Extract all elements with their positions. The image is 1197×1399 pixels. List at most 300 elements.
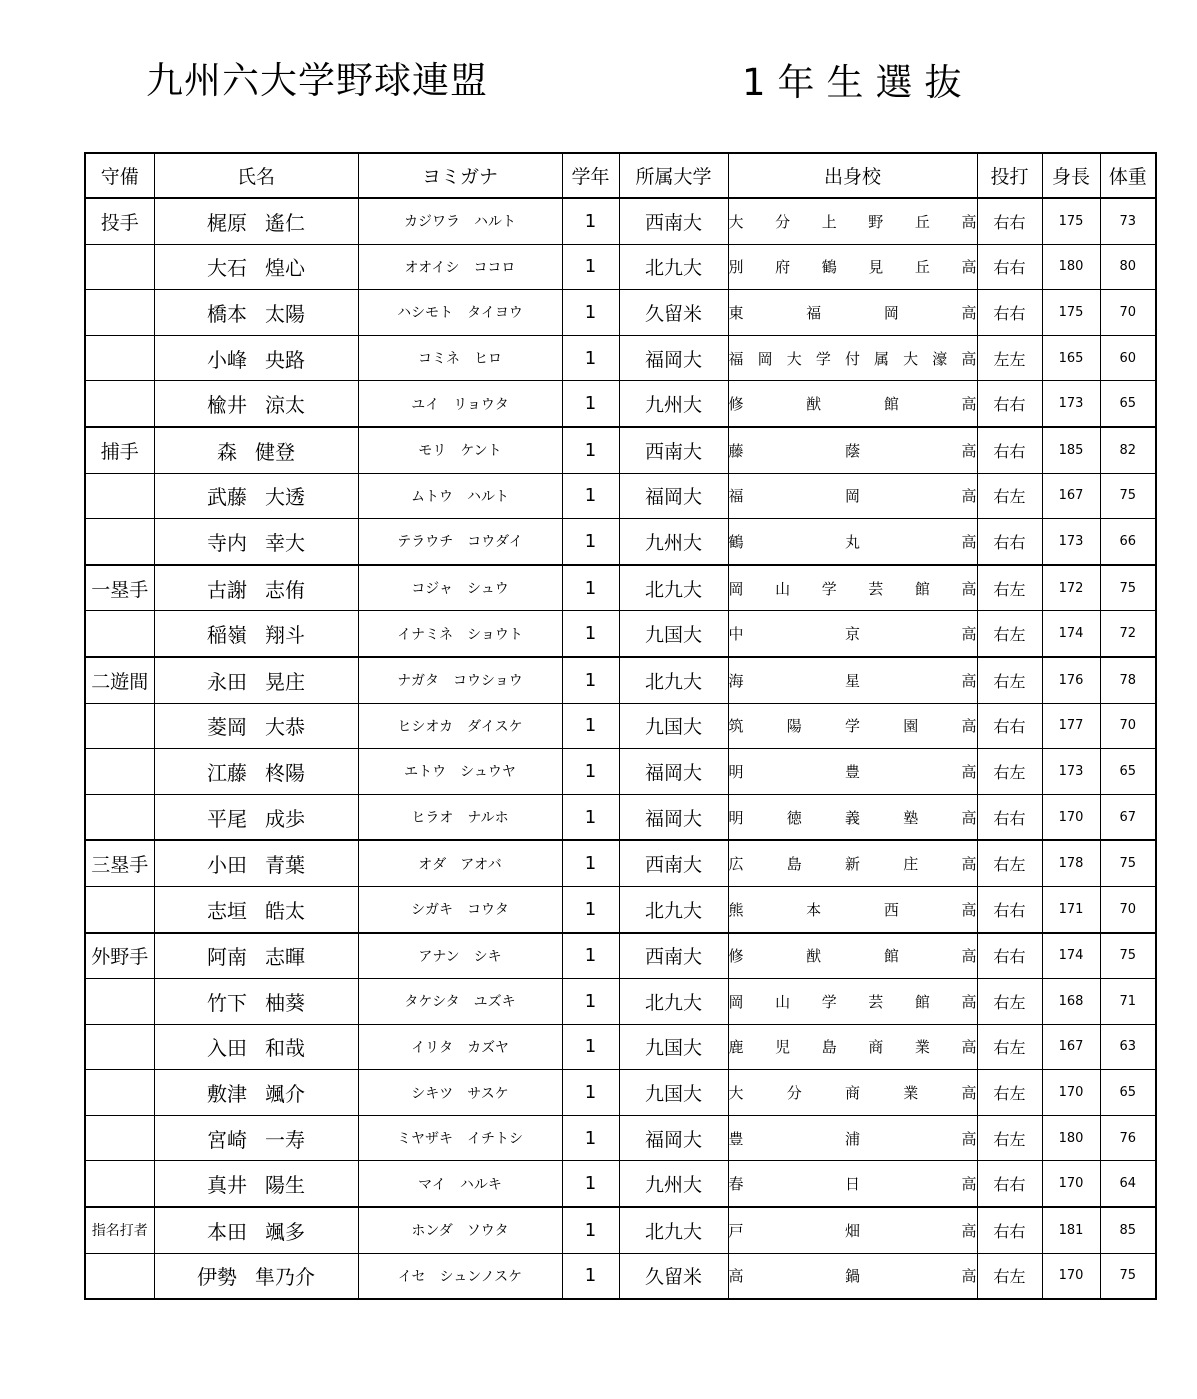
- table-row: [85, 519, 1156, 565]
- given-name: 志侑: [265, 577, 305, 602]
- school-cell: [728, 979, 977, 1025]
- school-char: 高: [961, 258, 977, 277]
- kana-cell: [358, 1253, 562, 1299]
- family-kana: アナン: [418, 948, 460, 965]
- page-subtitle: 1年生選抜: [742, 61, 974, 104]
- school-char: 島: [821, 1038, 837, 1057]
- family-kana: オオイシ: [404, 259, 460, 276]
- weight-cell: 75: [1100, 840, 1156, 886]
- table-row: [85, 886, 1156, 932]
- bats-throws-cell: 右右: [977, 1161, 1042, 1207]
- given-kana: シュンノスケ: [439, 1268, 523, 1285]
- school-char: 新: [844, 855, 860, 874]
- school-char: 高: [961, 212, 977, 231]
- school-char: 岡: [883, 303, 899, 322]
- player-name-cell: [154, 1070, 358, 1116]
- bats-throws-cell: 右右: [977, 933, 1042, 979]
- height-cell: 165: [1042, 335, 1100, 381]
- player-name-cell: [154, 840, 358, 886]
- kana-cell: [358, 519, 562, 565]
- bats-throws-cell: 右左: [977, 657, 1042, 703]
- school-cell: [728, 840, 977, 886]
- kana-cell: [358, 979, 562, 1025]
- position-cell: [85, 1253, 154, 1299]
- given-kana: ココロ: [473, 259, 516, 276]
- bats-throws-cell: 右左: [977, 1253, 1042, 1299]
- family-name: 大石: [207, 256, 247, 281]
- given-kana: ソウタ: [466, 1223, 509, 1240]
- school-char: 東: [728, 303, 744, 322]
- weight-cell: 76: [1100, 1115, 1156, 1161]
- school-char: 海: [728, 671, 744, 690]
- school-char: 付: [844, 349, 860, 368]
- family-kana: イセ: [397, 1268, 426, 1285]
- school-char: 鍋: [844, 1267, 860, 1286]
- family-kana: ユイ: [411, 396, 440, 413]
- bats-throws-cell: 右右: [977, 198, 1042, 244]
- kana-cell: [358, 427, 562, 473]
- school-char: 福: [806, 303, 822, 322]
- height-cell: 181: [1042, 1207, 1100, 1253]
- weight-cell: 70: [1100, 290, 1156, 336]
- player-name-cell: [154, 1161, 358, 1207]
- school-char: 大: [728, 1084, 744, 1103]
- table-row: [85, 381, 1156, 427]
- school-char: 春: [728, 1175, 744, 1194]
- given-name: 晃庄: [265, 669, 305, 694]
- family-name: 宮崎: [207, 1127, 247, 1152]
- position-cell: 投手: [85, 198, 154, 244]
- given-name: 和哉: [265, 1036, 305, 1061]
- school-char: 館: [914, 992, 930, 1011]
- family-kana: ナガタ: [397, 673, 439, 690]
- weight-cell: 71: [1100, 979, 1156, 1025]
- given-name: 涼太: [265, 393, 305, 418]
- university-cell: 西南大: [619, 933, 728, 979]
- school-char: 高: [961, 717, 977, 736]
- bats-throws-cell: 右左: [977, 1070, 1042, 1116]
- table-row: [85, 244, 1156, 290]
- position-cell: 指名打者: [85, 1207, 154, 1253]
- position-cell: [85, 979, 154, 1025]
- school-char: 星: [844, 671, 860, 690]
- school-char: 高: [961, 441, 977, 460]
- given-kana: アオバ: [460, 856, 502, 873]
- height-cell: 168: [1042, 979, 1100, 1025]
- kana-cell: [358, 794, 562, 840]
- bats-throws-cell: 右右: [977, 886, 1042, 932]
- school-cell: [728, 1161, 977, 1207]
- family-kana: マイ: [418, 1176, 446, 1193]
- school-char: 修: [728, 395, 744, 414]
- bats-throws-cell: 右右: [977, 381, 1042, 427]
- school-char: 見: [868, 258, 884, 277]
- kana-cell: [358, 1070, 562, 1116]
- school-cell: [728, 749, 977, 795]
- family-kana: コジャ: [411, 581, 453, 598]
- weight-cell: 65: [1100, 1070, 1156, 1116]
- height-cell: 170: [1042, 1253, 1100, 1299]
- school-cell: [728, 473, 977, 519]
- col-header-school: 出身校: [728, 153, 977, 198]
- given-kana: コウダイ: [467, 534, 523, 551]
- school-char: 別: [728, 258, 744, 277]
- school-char: 広: [728, 855, 744, 874]
- given-name: 太陽: [265, 301, 305, 326]
- family-kana: イリタ: [411, 1039, 454, 1056]
- school-char: 塾: [903, 808, 919, 827]
- family-kana: タケシタ: [404, 994, 460, 1011]
- school-char: 大: [786, 349, 802, 368]
- school-cell: [728, 611, 977, 657]
- weight-cell: 65: [1100, 749, 1156, 795]
- given-kana: ハルト: [474, 214, 516, 231]
- school-char: 浦: [844, 1129, 860, 1148]
- kana-cell: [358, 1115, 562, 1161]
- given-name: 幸大: [265, 530, 305, 555]
- school-char: 戸: [728, 1221, 744, 1240]
- school-char: 筑: [728, 717, 744, 736]
- given-name: 柊陽: [265, 760, 305, 785]
- grade-cell: 1: [562, 244, 619, 290]
- university-cell: 福岡大: [619, 473, 728, 519]
- school-char: 高: [961, 303, 977, 322]
- school-char: 学: [821, 579, 837, 598]
- bats-throws-cell: 右左: [977, 565, 1042, 611]
- school-char: 岡: [757, 349, 773, 368]
- given-name: 一寿: [265, 1127, 305, 1152]
- kana-cell: [358, 335, 562, 381]
- player-name-cell: [154, 1115, 358, 1161]
- grade-cell: 1: [562, 1253, 619, 1299]
- given-kana: ショウト: [467, 626, 523, 643]
- university-cell: 西南大: [619, 198, 728, 244]
- school-char: 児: [775, 1038, 791, 1057]
- table-row: [85, 749, 1156, 795]
- kana-cell: [358, 290, 562, 336]
- grade-cell: 1: [562, 840, 619, 886]
- school-char: 高: [961, 671, 977, 690]
- position-cell: 捕手: [85, 427, 154, 473]
- position-cell: [85, 886, 154, 932]
- given-kana: ヒロ: [474, 351, 502, 368]
- height-cell: 180: [1042, 244, 1100, 290]
- position-cell: 二遊間: [85, 657, 154, 703]
- school-char: 京: [844, 625, 860, 644]
- school-char: 庄: [903, 855, 919, 874]
- school-char: 鶴: [821, 258, 837, 277]
- school-char: 中: [728, 625, 744, 644]
- school-cell: [728, 703, 977, 749]
- school-char: 館: [883, 947, 899, 966]
- player-name-cell: [154, 933, 358, 979]
- player-name-cell: [154, 979, 358, 1025]
- school-char: 芸: [868, 992, 884, 1011]
- player-name-cell: [154, 749, 358, 795]
- col-header-weight: 体重: [1100, 153, 1156, 198]
- height-cell: 173: [1042, 519, 1100, 565]
- school-char: 館: [883, 395, 899, 414]
- school-char: 鶴: [728, 532, 744, 551]
- player-name-cell: [154, 519, 358, 565]
- family-name: 伊勢: [197, 1265, 237, 1290]
- school-cell: [728, 290, 977, 336]
- school-char: 芸: [868, 579, 884, 598]
- school-char: 濠: [932, 349, 948, 368]
- school-char: 上: [821, 212, 837, 231]
- height-cell: 171: [1042, 886, 1100, 932]
- grade-cell: 1: [562, 519, 619, 565]
- player-name-cell: [154, 1207, 358, 1253]
- col-header-bats-throws: 投打: [977, 153, 1042, 198]
- given-name: 成歩: [265, 806, 305, 831]
- school-char: 高: [961, 808, 977, 827]
- kana-cell: [358, 703, 562, 749]
- position-cell: 外野手: [85, 933, 154, 979]
- school-cell: [728, 1024, 977, 1070]
- university-cell: 九州大: [619, 519, 728, 565]
- height-cell: 177: [1042, 703, 1100, 749]
- school-char: 丘: [914, 258, 930, 277]
- family-kana: ムトウ: [411, 488, 453, 505]
- given-name: 央路: [265, 347, 305, 372]
- university-cell: 九国大: [619, 703, 728, 749]
- height-cell: 174: [1042, 933, 1100, 979]
- school-cell: [728, 1115, 977, 1161]
- given-name: 大透: [265, 485, 305, 510]
- grade-cell: 1: [562, 886, 619, 932]
- university-cell: 九国大: [619, 1070, 728, 1116]
- university-cell: 北九大: [619, 886, 728, 932]
- position-cell: [85, 703, 154, 749]
- height-cell: 176: [1042, 657, 1100, 703]
- table-row: [85, 703, 1156, 749]
- player-name-cell: [154, 335, 358, 381]
- school-cell: [728, 933, 977, 979]
- school-char: 高: [961, 1267, 977, 1286]
- family-name: 本田: [207, 1219, 247, 1244]
- university-cell: 西南大: [619, 427, 728, 473]
- school-char: 豊: [844, 762, 860, 781]
- given-name: 颯多: [265, 1219, 305, 1244]
- given-kana: シュウヤ: [460, 764, 516, 781]
- family-kana: オダ: [418, 856, 447, 873]
- university-cell: 北九大: [619, 1207, 728, 1253]
- kana-cell: [358, 611, 562, 657]
- table-row: [85, 335, 1156, 381]
- university-cell: 北九大: [619, 657, 728, 703]
- school-char: 猷: [806, 947, 822, 966]
- school-cell: [728, 244, 977, 290]
- family-name: 森: [217, 439, 237, 464]
- player-name-cell: [154, 244, 358, 290]
- grade-cell: 1: [562, 290, 619, 336]
- family-name: 阿南: [207, 945, 247, 970]
- roster-body: [85, 198, 1156, 1299]
- family-name: 竹下: [207, 990, 247, 1015]
- weight-cell: 60: [1100, 335, 1156, 381]
- grade-cell: 1: [562, 1207, 619, 1253]
- grade-cell: 1: [562, 1115, 619, 1161]
- kana-cell: [358, 1024, 562, 1070]
- grade-cell: 1: [562, 933, 619, 979]
- family-name: 寺内: [207, 530, 247, 555]
- weight-cell: 67: [1100, 794, 1156, 840]
- kana-cell: [358, 1161, 562, 1207]
- family-name: 橋本: [207, 301, 247, 326]
- university-cell: 福岡大: [619, 335, 728, 381]
- family-name: 楡井: [207, 393, 247, 418]
- kana-cell: [358, 198, 562, 244]
- grade-cell: 1: [562, 565, 619, 611]
- height-cell: 185: [1042, 427, 1100, 473]
- bats-throws-cell: 右右: [977, 290, 1042, 336]
- family-kana: ヒラオ: [411, 810, 454, 827]
- player-name-cell: [154, 886, 358, 932]
- table-row: [85, 427, 1156, 473]
- weight-cell: 66: [1100, 519, 1156, 565]
- school-char: 熊: [728, 900, 744, 919]
- given-kana: リョウタ: [453, 396, 509, 413]
- given-name: 遙仁: [265, 210, 305, 235]
- col-header-kana: ヨミガナ: [358, 153, 562, 198]
- school-cell: [728, 198, 977, 244]
- table-row: [85, 198, 1156, 244]
- player-name-cell: [154, 381, 358, 427]
- given-name: 健登: [255, 439, 295, 464]
- weight-cell: 73: [1100, 198, 1156, 244]
- school-cell: [728, 1207, 977, 1253]
- bats-throws-cell: 右左: [977, 1024, 1042, 1070]
- given-kana: ナルホ: [467, 810, 509, 827]
- position-cell: [85, 1024, 154, 1070]
- grade-cell: 1: [562, 381, 619, 427]
- school-char: 高: [961, 1129, 977, 1148]
- weight-cell: 75: [1100, 1253, 1156, 1299]
- school-char: 山: [775, 579, 791, 598]
- kana-cell: [358, 749, 562, 795]
- school-char: 岡: [728, 579, 744, 598]
- family-name: 小峰: [207, 347, 247, 372]
- player-name-cell: [154, 565, 358, 611]
- given-name: 大恭: [265, 715, 305, 740]
- school-char: 府: [775, 258, 791, 277]
- height-cell: 174: [1042, 611, 1100, 657]
- bats-throws-cell: 右左: [977, 1115, 1042, 1161]
- school-cell: [728, 1253, 977, 1299]
- school-char: 園: [903, 717, 919, 736]
- school-char: 義: [844, 808, 860, 827]
- position-cell: [85, 290, 154, 336]
- school-char: 分: [786, 1084, 802, 1103]
- height-cell: 173: [1042, 381, 1100, 427]
- family-name: 武藤: [207, 485, 247, 510]
- school-cell: [728, 886, 977, 932]
- bats-throws-cell: 右左: [977, 979, 1042, 1025]
- player-name-cell: [154, 657, 358, 703]
- bats-throws-cell: 左左: [977, 335, 1042, 381]
- kana-cell: [358, 657, 562, 703]
- kana-cell: [358, 1207, 562, 1253]
- school-char: 福: [728, 349, 744, 368]
- grade-cell: 1: [562, 749, 619, 795]
- col-header-grade: 学年: [562, 153, 619, 198]
- school-char: 高: [961, 1084, 977, 1103]
- height-cell: 167: [1042, 1024, 1100, 1070]
- family-name: 真井: [207, 1173, 247, 1198]
- family-name: 志垣: [207, 898, 247, 923]
- player-name-cell: [154, 703, 358, 749]
- family-kana: コミネ: [418, 351, 460, 368]
- school-char: 高: [961, 532, 977, 551]
- given-kana: コウタ: [467, 902, 509, 919]
- school-char: 大: [903, 349, 919, 368]
- family-kana: カジワラ: [404, 214, 460, 231]
- kana-cell: [358, 565, 562, 611]
- weight-cell: 70: [1100, 703, 1156, 749]
- university-cell: 久留米: [619, 290, 728, 336]
- school-char: 豊: [728, 1129, 744, 1148]
- bats-throws-cell: 右左: [977, 611, 1042, 657]
- school-char: 日: [844, 1175, 860, 1194]
- weight-cell: 85: [1100, 1207, 1156, 1253]
- family-name: 小田: [207, 853, 247, 878]
- grade-cell: 1: [562, 1070, 619, 1116]
- school-char: 明: [728, 762, 744, 781]
- position-cell: 一塁手: [85, 565, 154, 611]
- given-kana: タイヨウ: [467, 305, 523, 322]
- grade-cell: 1: [562, 611, 619, 657]
- family-name: 稲嶺: [207, 623, 247, 648]
- table-row: [85, 290, 1156, 336]
- school-char: 大: [728, 212, 744, 231]
- grade-cell: 1: [562, 1161, 619, 1207]
- school-char: 丘: [914, 212, 930, 231]
- school-char: 岡: [728, 992, 744, 1011]
- bats-throws-cell: 右左: [977, 473, 1042, 519]
- university-cell: 北九大: [619, 244, 728, 290]
- school-char: 高: [961, 579, 977, 598]
- bats-throws-cell: 右左: [977, 749, 1042, 795]
- height-cell: 180: [1042, 1115, 1100, 1161]
- player-name-cell: [154, 794, 358, 840]
- table-row: [85, 840, 1156, 886]
- page-title: 九州六大学野球連盟: [146, 59, 488, 102]
- weight-cell: 65: [1100, 381, 1156, 427]
- grade-cell: 1: [562, 427, 619, 473]
- given-name: 隼乃介: [255, 1265, 315, 1290]
- university-cell: 九州大: [619, 1161, 728, 1207]
- given-kana: ケント: [460, 443, 502, 460]
- bats-throws-cell: 右右: [977, 519, 1042, 565]
- table-row: [85, 1024, 1156, 1070]
- position-cell: [85, 1070, 154, 1116]
- university-cell: 北九大: [619, 565, 728, 611]
- school-char: 学: [815, 349, 831, 368]
- school-char: 高: [961, 992, 977, 1011]
- position-cell: [85, 1115, 154, 1161]
- given-kana: ハルト: [467, 488, 509, 505]
- position-cell: [85, 381, 154, 427]
- weight-cell: 82: [1100, 427, 1156, 473]
- school-char: 高: [961, 625, 977, 644]
- given-kana: ハルキ: [459, 1176, 502, 1193]
- school-char: 高: [961, 900, 977, 919]
- table-row: [85, 1253, 1156, 1299]
- height-cell: 173: [1042, 749, 1100, 795]
- position-cell: [85, 335, 154, 381]
- grade-cell: 1: [562, 1024, 619, 1070]
